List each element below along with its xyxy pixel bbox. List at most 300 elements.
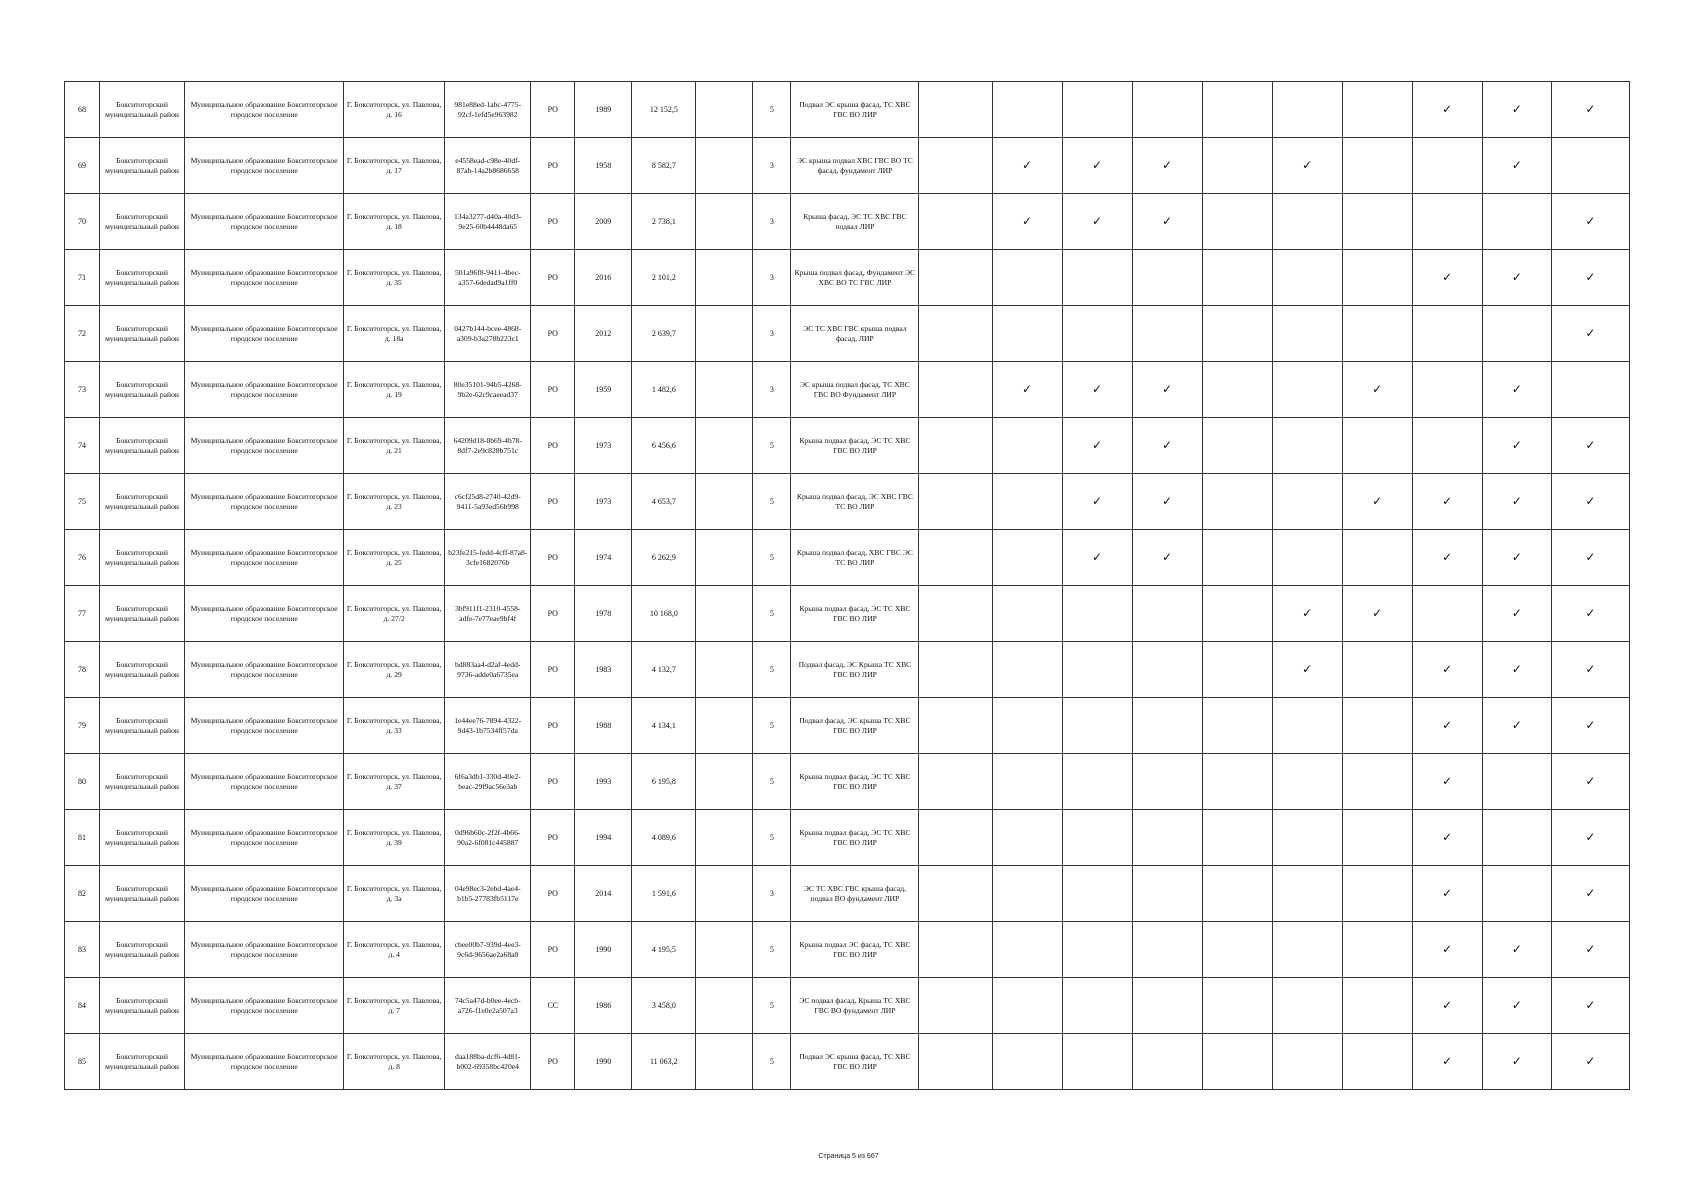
table-row bbox=[65, 1034, 1630, 1090]
work-flag-cell-6 bbox=[1342, 754, 1412, 810]
check-mark-icon: ✓ bbox=[1092, 158, 1103, 172]
empty-cell bbox=[696, 586, 753, 642]
total-area-cell: 10 168,0 bbox=[632, 586, 696, 642]
empty-cell bbox=[696, 194, 753, 250]
work-flag-cell-2 bbox=[1062, 194, 1132, 250]
work-flag-cell-3 bbox=[1132, 586, 1202, 642]
check-mark-icon: ✓ bbox=[1585, 662, 1596, 676]
floors-cell: 5 bbox=[753, 810, 791, 866]
work-flag-cell-9 bbox=[1551, 306, 1629, 362]
empty-cell bbox=[919, 474, 992, 530]
fund-method-cell: РО bbox=[531, 922, 575, 978]
work-flag-cell-4 bbox=[1202, 1034, 1272, 1090]
total-area-cell: 2 639,7 bbox=[632, 306, 696, 362]
check-mark-icon: ✓ bbox=[1511, 102, 1522, 116]
municipality-cell: Муниципальное образование Бокситогорское городское поселение bbox=[185, 922, 344, 978]
build-year-cell: 1978 bbox=[575, 586, 632, 642]
build-year-cell: 1990 bbox=[575, 1034, 632, 1090]
check-mark-icon: ✓ bbox=[1302, 158, 1313, 172]
work-flag-cell-9 bbox=[1551, 978, 1629, 1034]
empty-cell bbox=[696, 698, 753, 754]
municipality-cell: Муниципальное образование Бокситогорское городское поселение bbox=[185, 642, 344, 698]
district-cell: Бокситогорский муниципальный район bbox=[100, 474, 185, 530]
empty-cell bbox=[919, 754, 992, 810]
work-flag-cell-9 bbox=[1551, 866, 1629, 922]
house-guid-cell: 1e44ee76-7894-4322-9d43-1b7534ff57da bbox=[445, 698, 531, 754]
work-flag-cell-2 bbox=[1062, 138, 1132, 194]
table-row bbox=[65, 978, 1630, 1034]
work-flag-cell-4 bbox=[1202, 642, 1272, 698]
row-number-cell: 82 bbox=[65, 866, 100, 922]
build-year-cell: 1973 bbox=[575, 474, 632, 530]
fund-method-cell: РО bbox=[531, 1034, 575, 1090]
work-flag-cell-2 bbox=[1062, 306, 1132, 362]
empty-cell bbox=[696, 306, 753, 362]
build-year-cell: 1994 bbox=[575, 810, 632, 866]
district-cell: Бокситогорский муниципальный район bbox=[100, 698, 185, 754]
house-guid-cell: 64209d18-8b69-4b78-8df7-2e9c828b751c bbox=[445, 418, 531, 474]
work-flag-cell-2 bbox=[1062, 1034, 1132, 1090]
page-footer: Страница 5 из 667 bbox=[818, 1153, 879, 1160]
check-mark-icon: ✓ bbox=[1162, 494, 1173, 508]
work-flag-cell-8 bbox=[1482, 82, 1551, 138]
floors-cell: 5 bbox=[753, 418, 791, 474]
fund-method-cell: РО bbox=[531, 866, 575, 922]
check-mark-icon: ✓ bbox=[1511, 606, 1522, 620]
work-flag-cell-7 bbox=[1412, 922, 1482, 978]
work-flag-cell-7 bbox=[1412, 82, 1482, 138]
work-flag-cell-1 bbox=[992, 810, 1062, 866]
work-flag-cell-1 bbox=[992, 194, 1062, 250]
work-flag-cell-8 bbox=[1482, 306, 1551, 362]
work-flag-cell-1 bbox=[992, 698, 1062, 754]
fund-method-cell: РО bbox=[531, 754, 575, 810]
row-number-cell: 74 bbox=[65, 418, 100, 474]
check-mark-icon: ✓ bbox=[1511, 718, 1522, 732]
work-flag-cell-1 bbox=[992, 82, 1062, 138]
address-cell: Г. Бокситогорск, ул. Павлова, д. 18 bbox=[344, 194, 445, 250]
house-guid-cell: 0d96b60c-2f2f-4b66-90a2-6f081c445887 bbox=[445, 810, 531, 866]
work-flag-cell-8 bbox=[1482, 1034, 1551, 1090]
work-flag-cell-3 bbox=[1132, 754, 1202, 810]
table-row bbox=[65, 698, 1630, 754]
work-flag-cell-9 bbox=[1551, 138, 1629, 194]
empty-cell bbox=[919, 306, 992, 362]
empty-cell bbox=[696, 1034, 753, 1090]
check-mark-icon: ✓ bbox=[1585, 998, 1596, 1012]
empty-cell bbox=[919, 866, 992, 922]
address-cell: Г. Бокситогорск, ул. Павлова, д. 27/2 bbox=[344, 586, 445, 642]
work-flag-cell-9 bbox=[1551, 194, 1629, 250]
check-mark-icon: ✓ bbox=[1511, 662, 1522, 676]
work-flag-cell-8 bbox=[1482, 194, 1551, 250]
address-cell: Г. Бокситогорск, ул. Павлова, д. 39 bbox=[344, 810, 445, 866]
row-number-cell: 73 bbox=[65, 362, 100, 418]
work-flag-cell-2 bbox=[1062, 922, 1132, 978]
check-mark-icon: ✓ bbox=[1442, 886, 1453, 900]
work-flag-cell-1 bbox=[992, 1034, 1062, 1090]
house-guid-cell: c6cf25d8-2740-42d9-9411-5a93ed56b998 bbox=[445, 474, 531, 530]
address-cell: Г. Бокситогорск, ул. Павлова, д. 3а bbox=[344, 866, 445, 922]
row-number-cell: 70 bbox=[65, 194, 100, 250]
house-guid-cell: 981e88ed-1abc-4775-92cf-1efd5e963982 bbox=[445, 82, 531, 138]
district-cell: Бокситогорский муниципальный район bbox=[100, 138, 185, 194]
address-cell: Г. Бокситогорск, ул. Павлова, д. 4 bbox=[344, 922, 445, 978]
fund-method-cell: РО bbox=[531, 530, 575, 586]
municipality-cell: Муниципальное образование Бокситогорское городское поселение bbox=[185, 474, 344, 530]
work-flag-cell-1 bbox=[992, 138, 1062, 194]
work-flag-cell-3 bbox=[1132, 530, 1202, 586]
check-mark-icon: ✓ bbox=[1585, 942, 1596, 956]
check-mark-icon: ✓ bbox=[1092, 214, 1103, 228]
fund-method-cell: РО bbox=[531, 306, 575, 362]
house-guid-cell: 6f6a3db1-330d-40e2-beac-29f9ac56e3ab bbox=[445, 754, 531, 810]
work-flag-cell-2 bbox=[1062, 866, 1132, 922]
municipality-cell: Муниципальное образование Бокситогорское городское поселение bbox=[185, 754, 344, 810]
address-cell: Г. Бокситогорск, ул. Павлова, д. 7 bbox=[344, 978, 445, 1034]
work-flag-cell-3 bbox=[1132, 362, 1202, 418]
empty-cell bbox=[696, 250, 753, 306]
work-flag-cell-5 bbox=[1272, 306, 1342, 362]
house-guid-cell: b23fe215-fedd-4cff-87a8-3cfe1682076b bbox=[445, 530, 531, 586]
table-row bbox=[65, 250, 1630, 306]
empty-cell bbox=[696, 82, 753, 138]
work-flag-cell-9 bbox=[1551, 754, 1629, 810]
row-number-cell: 69 bbox=[65, 138, 100, 194]
floors-cell: 5 bbox=[753, 922, 791, 978]
check-mark-icon: ✓ bbox=[1585, 830, 1596, 844]
municipality-cell: Муниципальное образование Бокситогорское городское поселение bbox=[185, 810, 344, 866]
empty-cell bbox=[919, 1034, 992, 1090]
check-mark-icon: ✓ bbox=[1442, 998, 1453, 1012]
work-flag-cell-8 bbox=[1482, 698, 1551, 754]
work-flag-cell-1 bbox=[992, 418, 1062, 474]
work-flag-cell-7 bbox=[1412, 306, 1482, 362]
district-cell: Бокситогорский муниципальный район bbox=[100, 362, 185, 418]
work-flag-cell-1 bbox=[992, 922, 1062, 978]
work-flag-cell-6 bbox=[1342, 306, 1412, 362]
work-flag-cell-7 bbox=[1412, 250, 1482, 306]
work-flag-cell-3 bbox=[1132, 138, 1202, 194]
housing-register-table bbox=[64, 81, 1630, 1090]
total-area-cell: 12 152,5 bbox=[632, 82, 696, 138]
row-number-cell: 75 bbox=[65, 474, 100, 530]
empty-cell bbox=[919, 362, 992, 418]
work-flag-cell-8 bbox=[1482, 586, 1551, 642]
build-year-cell: 2012 bbox=[575, 306, 632, 362]
work-flag-cell-3 bbox=[1132, 194, 1202, 250]
build-year-cell: 2016 bbox=[575, 250, 632, 306]
empty-cell bbox=[919, 138, 992, 194]
house-guid-cell: cbee00b7-939d-4ee3-9c6d-9656ae2a68a8 bbox=[445, 922, 531, 978]
check-mark-icon: ✓ bbox=[1585, 326, 1596, 340]
total-area-cell: 4 134,1 bbox=[632, 698, 696, 754]
table-row bbox=[65, 138, 1630, 194]
work-flag-cell-2 bbox=[1062, 418, 1132, 474]
fund-method-cell: РО bbox=[531, 82, 575, 138]
check-mark-icon: ✓ bbox=[1511, 158, 1522, 172]
work-flag-cell-9 bbox=[1551, 362, 1629, 418]
work-flag-cell-8 bbox=[1482, 250, 1551, 306]
floors-cell: 5 bbox=[753, 586, 791, 642]
row-number-cell: 83 bbox=[65, 922, 100, 978]
empty-cell bbox=[696, 922, 753, 978]
table-row bbox=[65, 82, 1630, 138]
floors-cell: 3 bbox=[753, 362, 791, 418]
build-year-cell: 1983 bbox=[575, 642, 632, 698]
work-types-cell: ЭС подвал фасад, Крыша ТС ХВС ГВС ВО фундамент ЛИР bbox=[791, 978, 919, 1034]
work-types-cell: ЭС ТС ХВС ГВС крыша подвал фасад, ЛИР bbox=[791, 306, 919, 362]
empty-cell bbox=[696, 362, 753, 418]
check-mark-icon: ✓ bbox=[1442, 942, 1453, 956]
check-mark-icon: ✓ bbox=[1511, 550, 1522, 564]
table-row bbox=[65, 922, 1630, 978]
work-flag-cell-5 bbox=[1272, 1034, 1342, 1090]
table-row bbox=[65, 810, 1630, 866]
build-year-cell: 1974 bbox=[575, 530, 632, 586]
work-types-cell: Крыша подвал фасад, ЭС ТС ХВС ГВС ВО ЛИР bbox=[791, 810, 919, 866]
house-guid-cell: 74c5a47d-b0ee-4ecb-a726-f1e0e2a507a3 bbox=[445, 978, 531, 1034]
work-flag-cell-2 bbox=[1062, 250, 1132, 306]
row-number-cell: 76 bbox=[65, 530, 100, 586]
work-flag-cell-4 bbox=[1202, 418, 1272, 474]
build-year-cell: 1990 bbox=[575, 922, 632, 978]
empty-cell bbox=[696, 810, 753, 866]
work-types-cell: ЭС крыша подвал фасад, ТС ХВС ГВС ВО Фундамент ЛИР bbox=[791, 362, 919, 418]
work-types-cell: Подвал фасад, ЭС крыша ТС ХВС ГВС ВО ЛИР bbox=[791, 698, 919, 754]
build-year-cell: 1986 bbox=[575, 978, 632, 1034]
work-types-cell: Подвал ЭС крыша фасад, ТС ХВС ГВС ВО ЛИР bbox=[791, 82, 919, 138]
empty-cell bbox=[919, 978, 992, 1034]
work-flag-cell-4 bbox=[1202, 530, 1272, 586]
work-flag-cell-3 bbox=[1132, 250, 1202, 306]
work-flag-cell-1 bbox=[992, 866, 1062, 922]
work-flag-cell-6 bbox=[1342, 530, 1412, 586]
check-mark-icon: ✓ bbox=[1585, 494, 1596, 508]
district-cell: Бокситогорский муниципальный район bbox=[100, 586, 185, 642]
work-flag-cell-2 bbox=[1062, 474, 1132, 530]
empty-cell bbox=[696, 530, 753, 586]
municipality-cell: Муниципальное образование Бокситогорское городское поселение bbox=[185, 418, 344, 474]
work-flag-cell-5 bbox=[1272, 698, 1342, 754]
municipality-cell: Муниципальное образование Бокситогорское городское поселение bbox=[185, 1034, 344, 1090]
check-mark-icon: ✓ bbox=[1511, 1054, 1522, 1068]
fund-method-cell: РО bbox=[531, 698, 575, 754]
work-flag-cell-9 bbox=[1551, 1034, 1629, 1090]
work-types-cell: Крыша подвал фасад, ЭС ХВС ГВС ТС ВО ЛИР bbox=[791, 474, 919, 530]
municipality-cell: Муниципальное образование Бокситогорское городское поселение bbox=[185, 362, 344, 418]
work-flag-cell-6 bbox=[1342, 698, 1412, 754]
check-mark-icon: ✓ bbox=[1442, 550, 1453, 564]
district-cell: Бокситогорский муниципальный район bbox=[100, 754, 185, 810]
check-mark-icon: ✓ bbox=[1021, 382, 1033, 396]
work-flag-cell-8 bbox=[1482, 810, 1551, 866]
floors-cell: 3 bbox=[753, 306, 791, 362]
work-flag-cell-7 bbox=[1412, 1034, 1482, 1090]
check-mark-icon: ✓ bbox=[1585, 1054, 1596, 1068]
work-flag-cell-7 bbox=[1412, 474, 1482, 530]
fund-method-cell: РО bbox=[531, 642, 575, 698]
work-flag-cell-3 bbox=[1132, 922, 1202, 978]
work-flag-cell-4 bbox=[1202, 922, 1272, 978]
work-flag-cell-9 bbox=[1551, 698, 1629, 754]
district-cell: Бокситогорский муниципальный район bbox=[100, 82, 185, 138]
address-cell: Г. Бокситогорск, ул. Павлова, д. 16 bbox=[344, 82, 445, 138]
house-guid-cell: 3bf911f1-2310-4558-adfe-7e77eae9bf4f bbox=[445, 586, 531, 642]
work-flag-cell-1 bbox=[992, 530, 1062, 586]
work-flag-cell-2 bbox=[1062, 586, 1132, 642]
work-types-cell: Крыша подвал ЭС фасад, ТС ХВС ГВС ВО ЛИР bbox=[791, 922, 919, 978]
total-area-cell: 1 591,6 bbox=[632, 866, 696, 922]
floors-cell: 3 bbox=[753, 138, 791, 194]
empty-cell bbox=[919, 642, 992, 698]
work-flag-cell-1 bbox=[992, 978, 1062, 1034]
row-number-cell: 71 bbox=[65, 250, 100, 306]
district-cell: Бокситогорский муниципальный район bbox=[100, 1034, 185, 1090]
address-cell: Г. Бокситогорск, ул. Павлова, д. 23 bbox=[344, 474, 445, 530]
build-year-cell: 1973 bbox=[575, 418, 632, 474]
house-guid-cell: 80e35101-94b5-4268-9b2e-62c9caeead37 bbox=[445, 362, 531, 418]
address-cell: Г. Бокситогорск, ул. Павлова, д. 18а bbox=[344, 306, 445, 362]
check-mark-icon: ✓ bbox=[1372, 606, 1383, 620]
check-mark-icon: ✓ bbox=[1511, 270, 1522, 284]
work-flag-cell-8 bbox=[1482, 138, 1551, 194]
check-mark-icon: ✓ bbox=[1442, 774, 1453, 788]
empty-cell bbox=[696, 754, 753, 810]
empty-cell bbox=[919, 82, 992, 138]
district-cell: Бокситогорский муниципальный район bbox=[100, 418, 185, 474]
row-number-cell: 85 bbox=[65, 1034, 100, 1090]
work-flag-cell-9 bbox=[1551, 642, 1629, 698]
work-flag-cell-5 bbox=[1272, 810, 1342, 866]
total-area-cell: 3 458,0 bbox=[632, 978, 696, 1034]
fund-method-cell: РО bbox=[531, 138, 575, 194]
check-mark-icon: ✓ bbox=[1511, 438, 1522, 452]
work-flag-cell-6 bbox=[1342, 866, 1412, 922]
house-guid-cell: bd883aa4-d2af-4edd-9736-adde0a6735ea bbox=[445, 642, 531, 698]
work-flag-cell-8 bbox=[1482, 922, 1551, 978]
work-flag-cell-7 bbox=[1412, 866, 1482, 922]
table-row bbox=[65, 194, 1630, 250]
work-flag-cell-5 bbox=[1272, 866, 1342, 922]
work-flag-cell-8 bbox=[1482, 474, 1551, 530]
work-flag-cell-8 bbox=[1482, 754, 1551, 810]
total-area-cell: 6 195,8 bbox=[632, 754, 696, 810]
house-guid-cell: 0427b144-bcee-4868-a309-b3a278b223c1 bbox=[445, 306, 531, 362]
work-flag-cell-6 bbox=[1342, 418, 1412, 474]
work-flag-cell-7 bbox=[1412, 754, 1482, 810]
check-mark-icon: ✓ bbox=[1302, 662, 1313, 676]
district-cell: Бокситогорский муниципальный район bbox=[100, 978, 185, 1034]
work-flag-cell-2 bbox=[1062, 754, 1132, 810]
work-types-cell: Крыша подвал фасад, ЭС ТС ХВС ГВС ВО ЛИР bbox=[791, 418, 919, 474]
work-flag-cell-7 bbox=[1412, 530, 1482, 586]
total-area-cell: 2 738,1 bbox=[632, 194, 696, 250]
district-cell: Бокситогорский муниципальный район bbox=[100, 194, 185, 250]
empty-cell bbox=[696, 418, 753, 474]
municipality-cell: Муниципальное образование Бокситогорское городское поселение bbox=[185, 978, 344, 1034]
table-row bbox=[65, 530, 1630, 586]
work-flag-cell-4 bbox=[1202, 978, 1272, 1034]
work-flag-cell-4 bbox=[1202, 866, 1272, 922]
work-flag-cell-5 bbox=[1272, 138, 1342, 194]
fund-method-cell: СС bbox=[531, 978, 575, 1034]
total-area-cell: 11 063,2 bbox=[632, 1034, 696, 1090]
check-mark-icon: ✓ bbox=[1021, 158, 1033, 172]
build-year-cell: 1959 bbox=[575, 362, 632, 418]
build-year-cell: 1993 bbox=[575, 754, 632, 810]
table-row bbox=[65, 754, 1630, 810]
address-cell: Г. Бокситогорск, ул. Павлова, д. 29 bbox=[344, 642, 445, 698]
total-area-cell: 8 582,7 bbox=[632, 138, 696, 194]
empty-cell bbox=[919, 194, 992, 250]
fund-method-cell: РО bbox=[531, 474, 575, 530]
work-flag-cell-6 bbox=[1342, 1034, 1412, 1090]
work-flag-cell-8 bbox=[1482, 978, 1551, 1034]
total-area-cell: 2 101,2 bbox=[632, 250, 696, 306]
work-flag-cell-4 bbox=[1202, 138, 1272, 194]
floors-cell: 5 bbox=[753, 698, 791, 754]
work-flag-cell-1 bbox=[992, 586, 1062, 642]
work-flag-cell-7 bbox=[1412, 810, 1482, 866]
check-mark-icon: ✓ bbox=[1442, 718, 1453, 732]
empty-cell bbox=[696, 138, 753, 194]
check-mark-icon: ✓ bbox=[1162, 158, 1173, 172]
work-flag-cell-5 bbox=[1272, 978, 1342, 1034]
address-cell: Г. Бокситогорск, ул. Павлова, д. 35 bbox=[344, 250, 445, 306]
empty-cell bbox=[696, 474, 753, 530]
floors-cell: 3 bbox=[753, 194, 791, 250]
work-flag-cell-3 bbox=[1132, 474, 1202, 530]
work-flag-cell-5 bbox=[1272, 82, 1342, 138]
build-year-cell: 2014 bbox=[575, 866, 632, 922]
fund-method-cell: РО bbox=[531, 810, 575, 866]
row-number-cell: 77 bbox=[65, 586, 100, 642]
fund-method-cell: РО bbox=[531, 194, 575, 250]
work-flag-cell-2 bbox=[1062, 362, 1132, 418]
check-mark-icon: ✓ bbox=[1372, 382, 1383, 396]
work-flag-cell-3 bbox=[1132, 810, 1202, 866]
table-row bbox=[65, 866, 1630, 922]
build-year-cell: 1989 bbox=[575, 82, 632, 138]
house-guid-cell: 04e98ec3-2ebd-4ae4-b1b5-27783fb5117e bbox=[445, 866, 531, 922]
address-cell: Г. Бокситогорск, ул. Павлова, д. 33 bbox=[344, 698, 445, 754]
empty-cell bbox=[696, 866, 753, 922]
address-cell: Г. Бокситогорск, ул. Павлова, д. 37 bbox=[344, 754, 445, 810]
check-mark-icon: ✓ bbox=[1585, 270, 1596, 284]
work-flag-cell-9 bbox=[1551, 586, 1629, 642]
house-guid-cell: daa188ba-dcf6-4d81-b002-69358bc420e4 bbox=[445, 1034, 531, 1090]
table-row bbox=[65, 418, 1630, 474]
work-flag-cell-2 bbox=[1062, 698, 1132, 754]
work-flag-cell-7 bbox=[1412, 194, 1482, 250]
work-types-cell: ЭС крыша подвал ХВС ГВС ВО ТС фасад, фундамент ЛИР bbox=[791, 138, 919, 194]
row-number-cell: 80 bbox=[65, 754, 100, 810]
check-mark-icon: ✓ bbox=[1585, 438, 1596, 452]
empty-cell bbox=[696, 642, 753, 698]
check-mark-icon: ✓ bbox=[1511, 942, 1522, 956]
work-types-cell: Крыша подвал фасад, ЭС ТС ХВС ГВС ВО ЛИР bbox=[791, 586, 919, 642]
work-flag-cell-4 bbox=[1202, 194, 1272, 250]
work-types-cell: Крыша подвал фасад, ХВС ГВС ЭС ТС ВО ЛИР bbox=[791, 530, 919, 586]
total-area-cell: 6 262,9 bbox=[632, 530, 696, 586]
floors-cell: 5 bbox=[753, 474, 791, 530]
work-flag-cell-8 bbox=[1482, 418, 1551, 474]
check-mark-icon: ✓ bbox=[1442, 494, 1453, 508]
work-flag-cell-3 bbox=[1132, 978, 1202, 1034]
check-mark-icon: ✓ bbox=[1442, 102, 1453, 116]
work-flag-cell-6 bbox=[1342, 810, 1412, 866]
